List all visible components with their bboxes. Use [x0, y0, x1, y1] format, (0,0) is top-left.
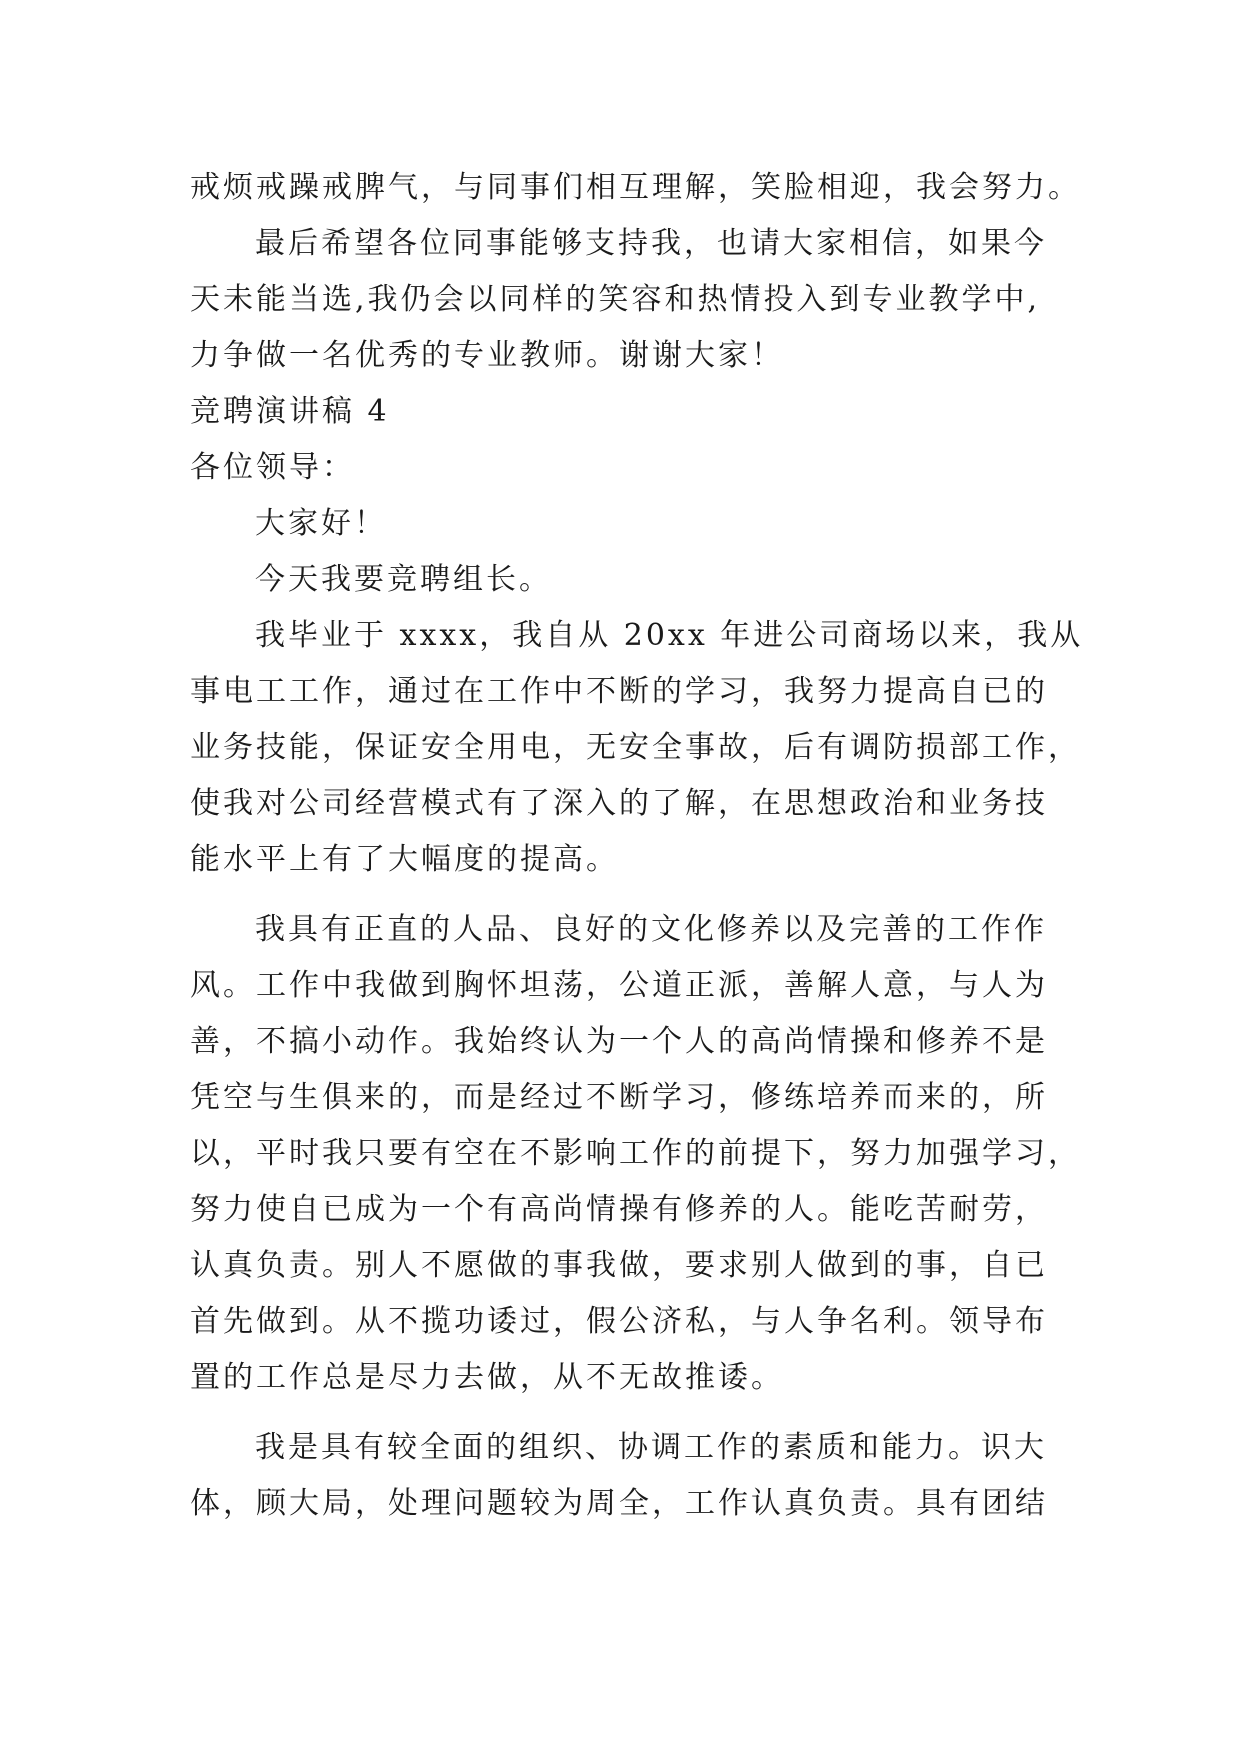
text-line: 认真负责。别人不愿做的事我做，要求别人做到的事，自已: [190, 1248, 1048, 1283]
text-line: 天未能当选,我仍会以同样的笑容和热情投入到专业教学中,: [190, 282, 1041, 317]
text-line: 努力使自已成为一个有高尚情操有修养的人。能吃苦耐劳，: [190, 1192, 1048, 1227]
text-line: 我是具有较全面的组织、协调工作的素质和能力。识大: [255, 1430, 1047, 1465]
text-line: 善，不搞小动作。我始终认为一个人的高尚情操和修养不是: [190, 1024, 1048, 1059]
text-line: 戒烦戒躁戒脾气，与同事们相互理解，笑脸相迎，我会努力。: [190, 170, 1081, 205]
text-line: 最后希望各位同事能够支持我，也请大家相信，如果今: [255, 226, 1047, 261]
text-line: 以，平时我只要有空在不影响工作的前提下，努力加强学习，: [190, 1136, 1081, 1171]
text-line: 凭空与生俱来的，而是经过不断学习，修练培养而来的，所: [190, 1080, 1048, 1115]
section-heading: 竞聘演讲稿 4: [190, 394, 390, 429]
text-line: 我毕业于 xxxx，我自从 20xx 年进公司商场以来，我从: [255, 618, 1084, 653]
text-line: 今天我要竞聘组长。: [255, 562, 552, 597]
text-line: 大家好！: [255, 506, 387, 541]
text-line: 业务技能，保证安全用电，无安全事故，后有调防损部工作，: [190, 730, 1081, 765]
text-line: 首先做到。从不揽功诿过，假公济私，与人争名利。领导布: [190, 1304, 1048, 1339]
text-line: 我具有正直的人品、良好的文化修养以及完善的工作作: [255, 912, 1047, 947]
text-line: 体，顾大局，处理问题较为周全，工作认真负责。具有团结: [190, 1486, 1048, 1521]
text-line: 置的工作总是尽力去做，从不无故推诿。: [190, 1360, 784, 1395]
text-line: 事电工工作，通过在工作中不断的学习，我努力提高自已的: [190, 674, 1048, 709]
text-line: 力争做一名优秀的专业教师。谢谢大家！: [190, 338, 784, 373]
text-line: 风。工作中我做到胸怀坦荡，公道正派，善解人意，与人为: [190, 968, 1048, 1003]
text-line: 能水平上有了大幅度的提高。: [190, 842, 619, 877]
text-line: 使我对公司经营模式有了深入的了解，在思想政治和业务技: [190, 786, 1048, 821]
salutation: 各位领导：: [190, 450, 355, 485]
